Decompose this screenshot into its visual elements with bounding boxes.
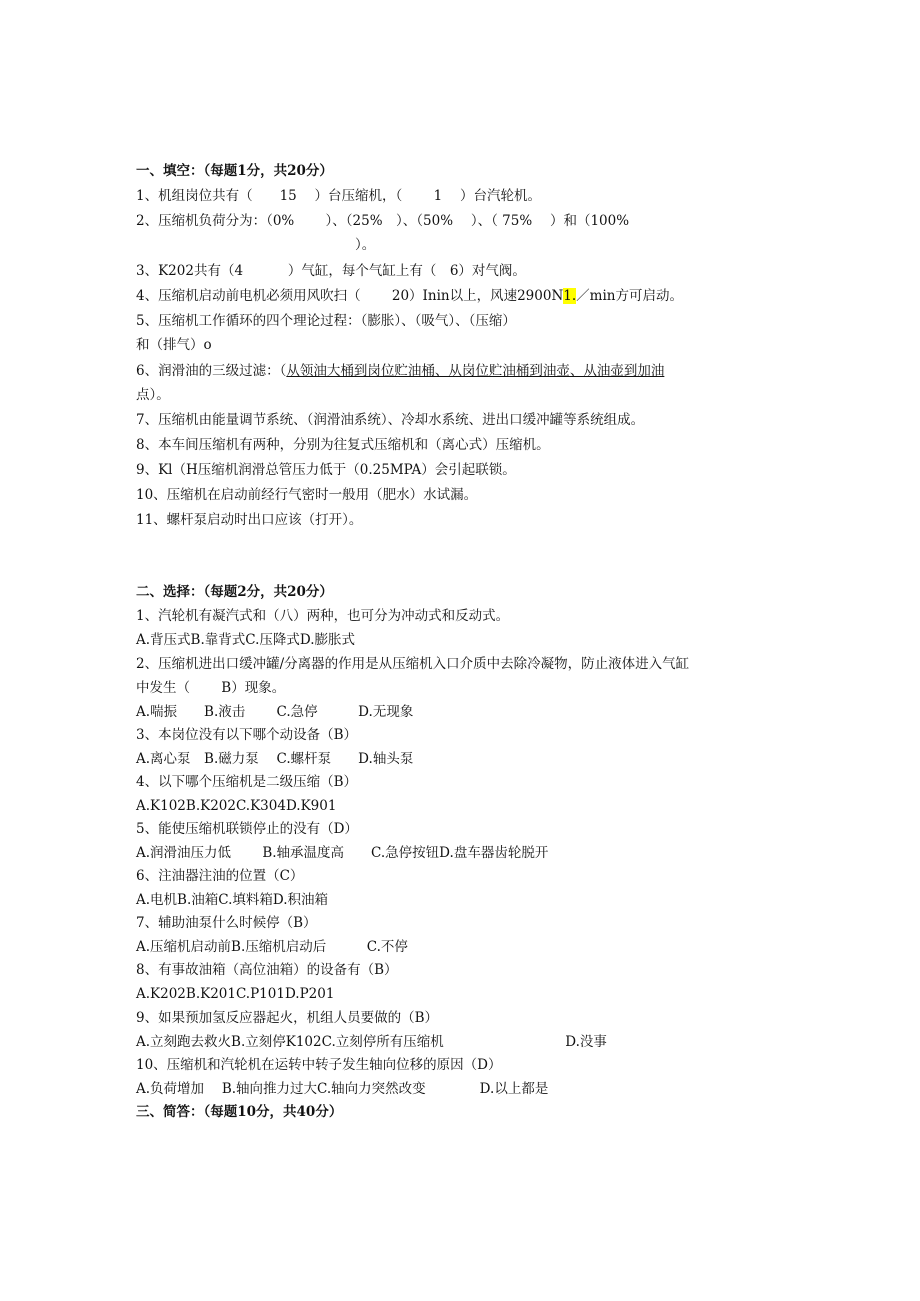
options-line: A.负荷增加 B.轴向推力过大C.轴向力突然改变 D.以上都是 bbox=[136, 1081, 549, 1097]
underlined-answer: 从领油大桶到岗位贮油桶、从岗位贮油桶到油壶、从油壶到加油 bbox=[286, 363, 665, 379]
question-line: 9、Kl（H压缩机润滑总管压力低于（0.25MPA）会引起联锁。 bbox=[136, 462, 516, 478]
question-line: 10、压缩机和汽轮机在运转中转子发生轴向位移的原因（D） bbox=[136, 1057, 502, 1073]
question-line: 5、压缩机工作循环的四个理论过程：（膨胀）、（吸气）、（压缩） bbox=[136, 313, 516, 329]
question-text: 4、压缩机启动前电机必须用风吹扫（ 20）Inin以上，风速2900N bbox=[136, 288, 564, 304]
options-line: A.K202B.K201C.P101D.P201 bbox=[136, 986, 335, 1002]
question-line: 5、能使压缩机联锁停止的没有（D） bbox=[136, 821, 358, 837]
question-line: 9、如果预加氢反应器起火，机组人员要做的（B） bbox=[136, 1010, 439, 1026]
question-line: 8、本车间压缩机有两种，分别为往复式压缩机和（离心式）压缩机。 bbox=[136, 437, 550, 453]
question-line: 7、辅助油泵什么时候停（B） bbox=[136, 915, 317, 931]
options-line: A.电机B.油箱C.填料箱D.积油箱 bbox=[136, 892, 329, 908]
question-line-continuation: ）。 bbox=[355, 237, 376, 253]
question-text: ／min方可启动。 bbox=[576, 288, 683, 304]
question-line-continuation: 点）。 bbox=[136, 387, 170, 403]
options-line: A.润滑油压力低 B.轴承温度高 C.急停按钮D.盘车器齿轮脱开 bbox=[136, 845, 549, 861]
options-line: A.离心泵 B.磁力泵 C.螺杆泵 D.轴头泵 bbox=[136, 751, 414, 767]
options-line: A.立刻跑去救火B.立刻停K102C.立刻停所有压缩机 D.没事 bbox=[136, 1034, 607, 1050]
options-line: A.压缩机启动前B.压缩机启动后 C.不停 bbox=[136, 939, 408, 955]
question-line: 2、压缩机进出口缓冲罐/分离器的作用是从压缩机入口介质中去除冷凝物，防止液体进入气缸 bbox=[136, 656, 690, 672]
question-line-continuation: 和（排气）o bbox=[136, 337, 212, 353]
question-line: 2、压缩机负荷分为：（0% ）、（25% ）、（50% ）、（ 75% ）和（100% bbox=[136, 213, 630, 229]
options-line: A.喘振 B.液击 C.急停 D.无现象 bbox=[136, 704, 414, 720]
options-line: A.背压式B.靠背式C.压降式D.膨胀式 bbox=[136, 632, 356, 648]
section-heading-choice: 二、选择：（每题2分，共20分） bbox=[136, 584, 333, 600]
question-text: 6、润滑油的三级过滤：（ bbox=[136, 363, 287, 379]
question-line-continuation: 中发生（ B）现象。 bbox=[136, 680, 286, 696]
question-line: 1、机组岗位共有（ 15 ）台压缩机，（ 1 ）台汽轮机。 bbox=[136, 188, 541, 204]
question-line: 1、汽轮机有凝汽式和（八）两种，也可分为冲动式和反动式。 bbox=[136, 608, 510, 624]
section-heading-fill-blank: 一、填空：（每题1分，共20分） bbox=[136, 163, 333, 179]
question-line: 6、注油器注油的位置（C） bbox=[136, 868, 304, 884]
question-line: 3、K202共有（4 ）气缸，每个气缸上有（ 6）对气阀。 bbox=[136, 263, 526, 279]
question-line bbox=[136, 287, 683, 305]
question-line: 10、压缩机在启动前经行气密时一般用（肥水）水试漏。 bbox=[136, 487, 478, 503]
question-line: 7、压缩机由能量调节系统、（润滑油系统）、冷却水系统、进出口缓冲罐等系统组成。 bbox=[136, 412, 645, 428]
question-line: 4、以下哪个压缩机是二级压缩（B） bbox=[136, 774, 358, 790]
question-line: 11、螺杆泵启动时出口应该（打开）。 bbox=[136, 512, 363, 528]
options-line: A.K102B.K202C.K304D.K901 bbox=[136, 798, 337, 814]
question-line: 3、本岗位没有以下哪个动设备（B） bbox=[136, 727, 358, 743]
section-heading-short-answer: 三、简答：（每题10分，共40分） bbox=[136, 1104, 343, 1120]
question-line: 8、有事故油箱（高位油箱）的设备有（B） bbox=[136, 962, 398, 978]
question-line bbox=[136, 362, 664, 380]
highlighted-text: 1. bbox=[563, 288, 577, 304]
